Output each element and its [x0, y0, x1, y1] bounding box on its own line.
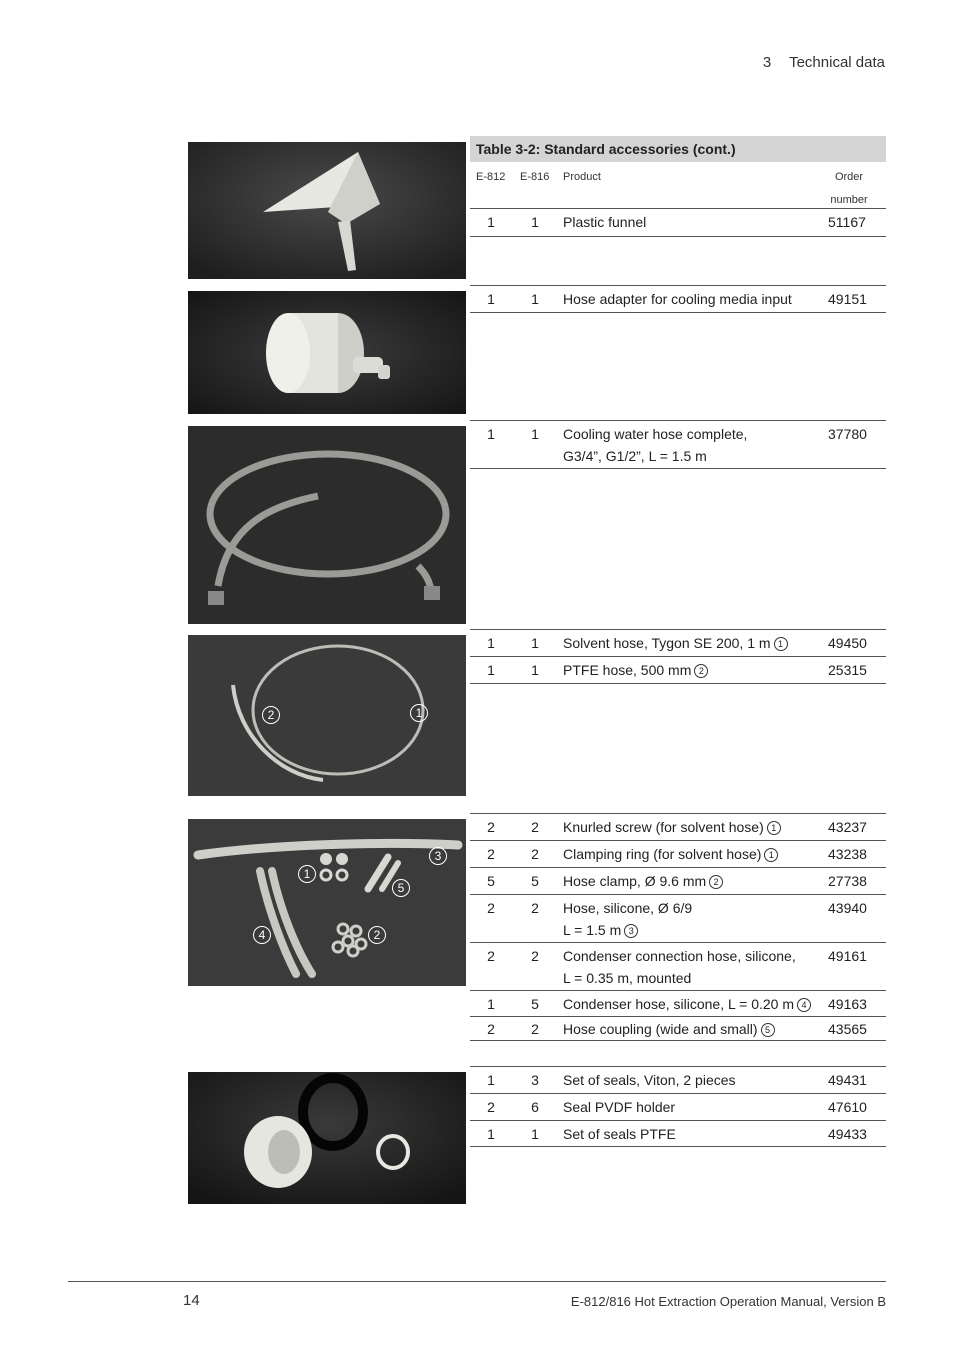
cell-product: Condenser connection hose, silicone, [563, 948, 796, 964]
table-rule [470, 1040, 886, 1041]
manual-title: E-812/816 Hot Extraction Operation Manual, Version B [570, 1294, 886, 1309]
table-rule [470, 1016, 886, 1017]
cell-product: Hose clamp, Ø 9.6 mm [563, 873, 707, 889]
footer-rule [68, 1281, 886, 1282]
cell-e816: 5 [531, 873, 539, 889]
cell-product: Plastic funnel [563, 214, 647, 230]
cell-e816: 2 [531, 819, 539, 835]
cell-order-number: 51167 [828, 214, 866, 230]
cell-e812: 2 [487, 900, 495, 916]
table-rule [470, 840, 886, 841]
cell-product-line2: G3/4”, G1/2”, L = 1.5 m [563, 448, 707, 464]
cell-product-wrap [563, 632, 825, 654]
cell-order-number: 49433 [828, 1126, 867, 1142]
column-header-order [829, 166, 869, 212]
table-rule [470, 942, 886, 943]
column-header-e816: E-816 [520, 171, 550, 183]
cell-order-number: 25315 [828, 662, 867, 678]
photo-marker: 4 [253, 926, 271, 944]
cell-product-wrap [563, 870, 825, 892]
cell-product: Solvent hose, Tygon SE 200, 1 m [563, 635, 771, 651]
cell-product: Hose, silicone, Ø 6/9 [563, 900, 693, 916]
table-rule [470, 1146, 886, 1147]
cell-product-wrap [563, 816, 825, 838]
cell-product-line2-wrap [563, 919, 825, 941]
cell-product: Hose coupling (wide and small) [563, 1021, 758, 1037]
callout-marker: 1 [774, 637, 788, 651]
callout-marker: 1 [767, 821, 781, 835]
photo-marker: 5 [392, 879, 410, 897]
photo-cooling-water-hose [188, 426, 466, 624]
column-header-order-line1: Order [834, 171, 864, 183]
table-rule [470, 813, 886, 814]
cell-e812: 2 [487, 1021, 495, 1037]
callout-marker: 1 [764, 848, 778, 862]
cell-order-number: 49450 [828, 635, 867, 651]
cell-e812: 2 [487, 948, 495, 964]
photo-marker: 3 [429, 847, 447, 865]
table-rule [470, 208, 886, 209]
cell-e816: 2 [531, 900, 539, 916]
cell-product-wrap [563, 1018, 825, 1040]
cell-e812: 1 [487, 291, 495, 307]
table-rule [470, 1120, 886, 1121]
cell-e816: 6 [531, 1099, 539, 1115]
cell-e816: 1 [531, 426, 539, 442]
cell-product: Set of seals, Viton, 2 pieces [563, 1072, 736, 1088]
page-number: 14 [183, 1292, 200, 1309]
table-rule [470, 894, 886, 895]
photo-seals [188, 1072, 466, 1204]
cell-e816: 1 [531, 662, 539, 678]
cell-order-number: 27738 [828, 873, 867, 889]
table-rule [470, 285, 886, 286]
column-header-e812: E-812 [476, 171, 506, 183]
table-caption: Table 3-2: Standard accessories (cont.) [470, 136, 886, 162]
cell-e816: 2 [531, 948, 539, 964]
cell-order-number: 43940 [828, 900, 867, 916]
cell-e812: 1 [487, 1072, 495, 1088]
cell-product-wrap [563, 993, 825, 1015]
photo-marker: 1 [410, 704, 428, 722]
photo-marker: 2 [368, 926, 386, 944]
cell-e812: 1 [487, 635, 495, 651]
cell-order-number: 47610 [828, 1099, 867, 1115]
cell-e816: 2 [531, 1021, 539, 1037]
cell-product: Knurled screw (for solvent hose) [563, 819, 764, 835]
table-rule [470, 990, 886, 991]
photo-marker: 2 [262, 706, 280, 724]
cell-e816: 3 [531, 1072, 539, 1088]
cell-product: Hose adapter for cooling media input [563, 291, 792, 307]
cell-product-line2: L = 1.5 m [563, 922, 622, 938]
table-rule [470, 236, 886, 237]
cell-e812: 1 [487, 214, 495, 230]
callout-marker: 5 [761, 1023, 775, 1037]
cell-e812: 1 [487, 1126, 495, 1142]
cell-product: Set of seals PTFE [563, 1126, 676, 1142]
cell-e812: 1 [487, 426, 495, 442]
table-rule [470, 683, 886, 684]
cell-e812: 1 [487, 996, 495, 1012]
cell-order-number: 49161 [828, 948, 867, 964]
column-header-order-line2: number [830, 194, 868, 206]
photo-hose-adapter [188, 291, 466, 414]
cell-product-line2: L = 0.35 m, mounted [563, 970, 692, 986]
photo-plastic-funnel [188, 142, 466, 279]
photo-small-parts [188, 819, 466, 986]
table-rule [470, 867, 886, 868]
table-rule [470, 1066, 886, 1067]
table-rule [470, 312, 886, 313]
cell-product: Seal PVDF holder [563, 1099, 676, 1115]
cell-e812: 2 [487, 819, 495, 835]
table-rule [470, 656, 886, 657]
cell-product-wrap [563, 659, 825, 681]
cell-order-number: 43565 [828, 1021, 867, 1037]
chapter-number: 3 [762, 54, 772, 71]
cell-product: Clamping ring (for solvent hose) [563, 846, 762, 862]
cell-e812: 2 [487, 846, 495, 862]
cell-e816: 1 [531, 1126, 539, 1142]
table-rule [470, 420, 886, 421]
cell-product: PTFE hose, 500 mm [563, 662, 692, 678]
cell-e812: 1 [487, 662, 495, 678]
cell-e816: 1 [531, 291, 539, 307]
cell-order-number: 43238 [828, 846, 867, 862]
cell-product: Condenser hose, silicone, L = 0.20 m [563, 996, 795, 1012]
photo-marker: 1 [298, 865, 316, 883]
cell-e812: 2 [487, 1099, 495, 1115]
table-rule [470, 468, 886, 469]
callout-marker: 4 [797, 998, 811, 1012]
callout-marker: 2 [694, 664, 708, 678]
cell-order-number: 43237 [828, 819, 867, 835]
cell-order-number: 37780 [828, 426, 867, 442]
cell-e816: 1 [531, 214, 539, 230]
cell-e816: 5 [531, 996, 539, 1012]
cell-e812: 5 [487, 873, 495, 889]
cell-e816: 2 [531, 846, 539, 862]
cell-e816: 1 [531, 635, 539, 651]
cell-order-number: 49431 [828, 1072, 867, 1088]
column-header-product: Product [563, 171, 601, 183]
callout-marker: 3 [624, 924, 638, 938]
table-rule [470, 1093, 886, 1094]
cell-product: Cooling water hose complete, [563, 426, 748, 442]
chapter-title: Technical data [789, 54, 885, 71]
cell-order-number: 49151 [828, 291, 867, 307]
cell-order-number: 49163 [828, 996, 867, 1012]
photo-solvent-hoses [188, 635, 466, 796]
page-header [763, 54, 885, 71]
callout-marker: 2 [709, 875, 723, 889]
cell-product-wrap [563, 843, 825, 865]
table-rule [470, 629, 886, 630]
